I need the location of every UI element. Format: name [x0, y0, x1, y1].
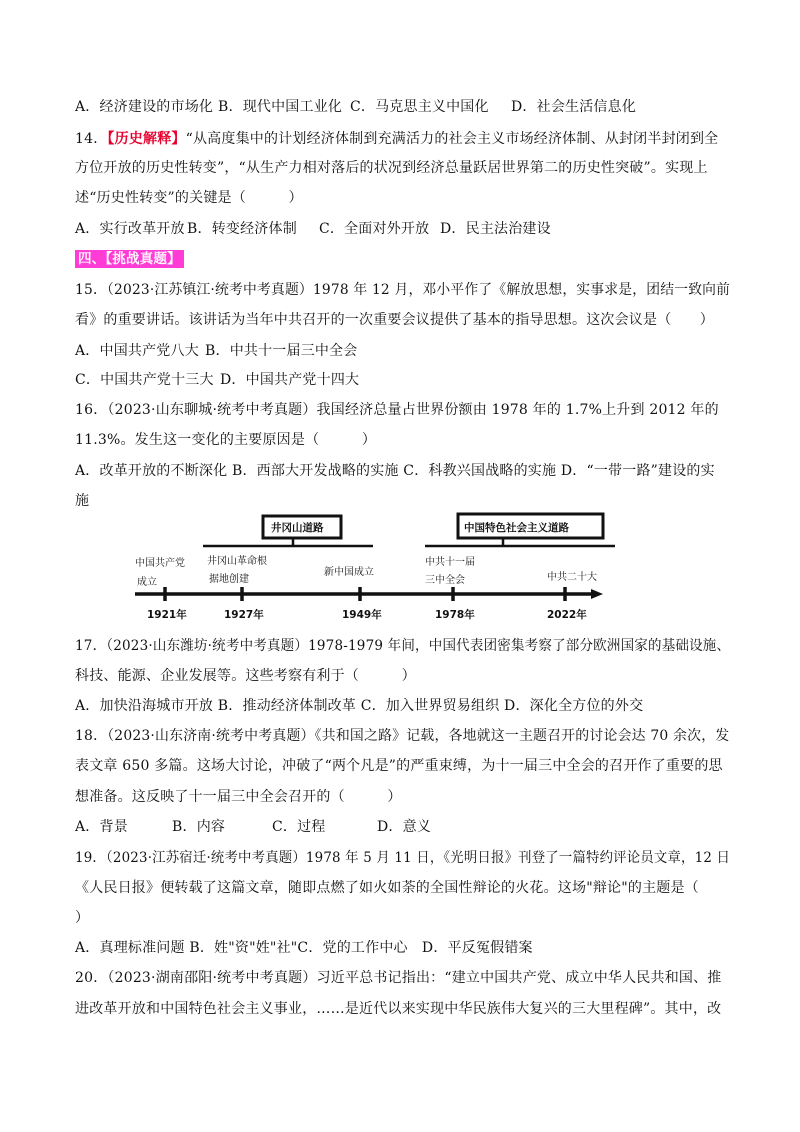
- q14-option-d: D．民主法治建设: [440, 221, 551, 237]
- q19-stem-line3: ）: [75, 910, 90, 926]
- q15-option-a: A．中国共产党八大: [75, 343, 199, 359]
- q16-stem-line1: 16．（2023·山东聊城·统考中考真题）我国经济总量占世界份额由 1978 年的 1.7%上升到 2012 年的: [75, 402, 719, 418]
- q18-option-c: C．过程: [272, 819, 326, 835]
- q19-stem-line2: 《人民日报》便转载了这篇文章，随即点燃了如火如荼的全国性辩论的火花。这场"辩论"的主题是（: [75, 880, 699, 896]
- q14-tag: 【历史解释】: [107, 131, 186, 147]
- q20-stem-line1: 20．（2023·湖南邵阳·统考中考真题）习近平总书记指出：“建立中国共产党、成立中华人民共和国、推: [75, 970, 722, 986]
- section4-label: 四、【挑战真题】: [75, 250, 184, 268]
- q15-option-d: D．中国共产党十四大: [220, 372, 360, 388]
- q18-option-d: D．意义: [377, 819, 432, 835]
- timeline-year-1921: 1921年: [147, 609, 187, 621]
- q18-stem-line2: 表文章 650 多篇。这场大讨论，冲破了“两个凡是”的严重束缚，为十一届三中全会的召开作了重要的思: [75, 758, 723, 774]
- timeline-event-1921-top: 中国共产党: [135, 558, 185, 569]
- q15-stem-line1: 15．（2023·江苏镇江·统考中考真题）1978 年 12 月，邓小平作了《解放思想，实事求是，团结一致向前: [75, 282, 731, 298]
- timeline-box-right-label: 中国特色社会主义道路: [464, 522, 569, 534]
- q15-options-row2: [75, 370, 725, 390]
- q16-options-line1: A．改革开放的不断深化 B．西部大开发战略的实施 C．科教兴国战略的实施 D．“一带一路”建设的实: [75, 463, 715, 479]
- timeline-event-1978-bottom: 三中全会: [425, 575, 465, 586]
- timeline-year-1949: 1949年: [342, 609, 382, 621]
- timeline-event-1927-bottom: 据地创建: [209, 574, 249, 585]
- q13-option-b: B．现代中国工业化: [218, 99, 343, 115]
- q19-stem-line1: 19．（2023·江苏宿迁·统考中考真题）1978 年 5 月 11 日，《光明日报》刊登了一篇特约评论员文章，12 日: [75, 850, 731, 866]
- timeline-year-2022: 2022年: [547, 609, 587, 621]
- timeline-event-1921-bottom: 成立: [137, 577, 157, 588]
- q20-stem-line2: 进改革开放和中国特色社会主义事业，……是近代以来实现中华民族伟大复兴的三大里程碑”。其中，改: [75, 1001, 722, 1017]
- q19-options: A．真理标准问题 B．姓"资"姓"社"C．党的工作中心 D．平反冤假错案: [75, 940, 533, 956]
- q17-options: A．加快沿海城市开放 B．推动经济体制改革 C．加入世界贸易组织 D．深化全方位的外交: [75, 698, 644, 714]
- q14-option-c: C．全面对外开放: [319, 221, 430, 237]
- q18-option-a: A．背景: [75, 819, 128, 835]
- q18-stem-line3: 想准备。这反映了十一届三中全会召开的（ ）: [75, 789, 402, 805]
- q15-option-b: B．中共十一届三中全会: [205, 343, 358, 359]
- timeline-year-1927: 1927年: [224, 609, 264, 621]
- q14-stem-line1: [75, 129, 725, 149]
- timeline-event-2022-bottom: 中共二十大: [547, 572, 597, 583]
- q14-stem-text1: “从高度集中的计划经济体制到充满活力的社会主义市场经济体制、从封闭半封闭到全: [185, 131, 719, 147]
- q14-number: 14．: [75, 131, 108, 147]
- q18-stem-line1: 18．（2023·山东济南·统考中考真题）《共和国之路》记载，各地就这一主题召开的讨论会达 70 余次，发: [75, 728, 730, 744]
- q14-stem-line2: 方位开放的历史性转变”，“从生产力相对落后的状况到经济总量跃居世界第二的历史性突破”。实现上: [75, 160, 708, 176]
- q14-option-b: B．转变经济体制: [187, 221, 297, 237]
- q18-option-b: B．内容: [172, 819, 226, 835]
- timeline-arrowhead: [591, 589, 603, 599]
- q14-options: [75, 219, 725, 239]
- q16-options-line2: 施: [75, 493, 90, 509]
- timeline-event-1978-top: 中共十一届: [425, 557, 475, 568]
- timeline-event-1949-bottom: 新中国成立: [324, 567, 374, 578]
- timeline-box-left-label: 井冈山道路: [271, 522, 324, 534]
- section4-heading: [75, 249, 725, 269]
- q13-options: [75, 97, 725, 117]
- timeline-year-1978: 1978年: [435, 609, 475, 621]
- history-timeline-figure: [125, 508, 615, 628]
- q13-option-a: A．经济建设的市场化: [75, 99, 214, 115]
- q15-option-c: C．中国共产党十三大: [75, 372, 214, 388]
- q15-options-row1: [75, 341, 725, 361]
- q13-option-c: C．马克思主义中国化: [350, 99, 489, 115]
- q17-stem-line1: 17．（2023·山东潍坊·统考中考真题）1978-1979 年间，中国代表团密集考察了部分欧洲国家的基础设施、: [75, 638, 731, 654]
- q18-options: [75, 817, 725, 837]
- timeline-event-1927-top: 井冈山革命根: [207, 556, 267, 567]
- q15-stem-line2: 看》的重要讲话。该讲话为当年中共召开的一次重要会议提供了基本的指导思想。这次会议是（ ）: [75, 312, 714, 328]
- q16-stem-line2: 11.3%。发生这一变化的主要原因是（ ）: [75, 432, 377, 448]
- q17-stem-line2: 科技、能源、企业发展等。这些考察有利于（ ）: [75, 668, 416, 684]
- q14-stem-line3: 述“历史性转变”的关键是（ ）: [75, 190, 303, 206]
- q14-option-a: A．实行改革开放: [75, 221, 185, 237]
- q13-option-d: D．社会生活信息化: [511, 99, 637, 115]
